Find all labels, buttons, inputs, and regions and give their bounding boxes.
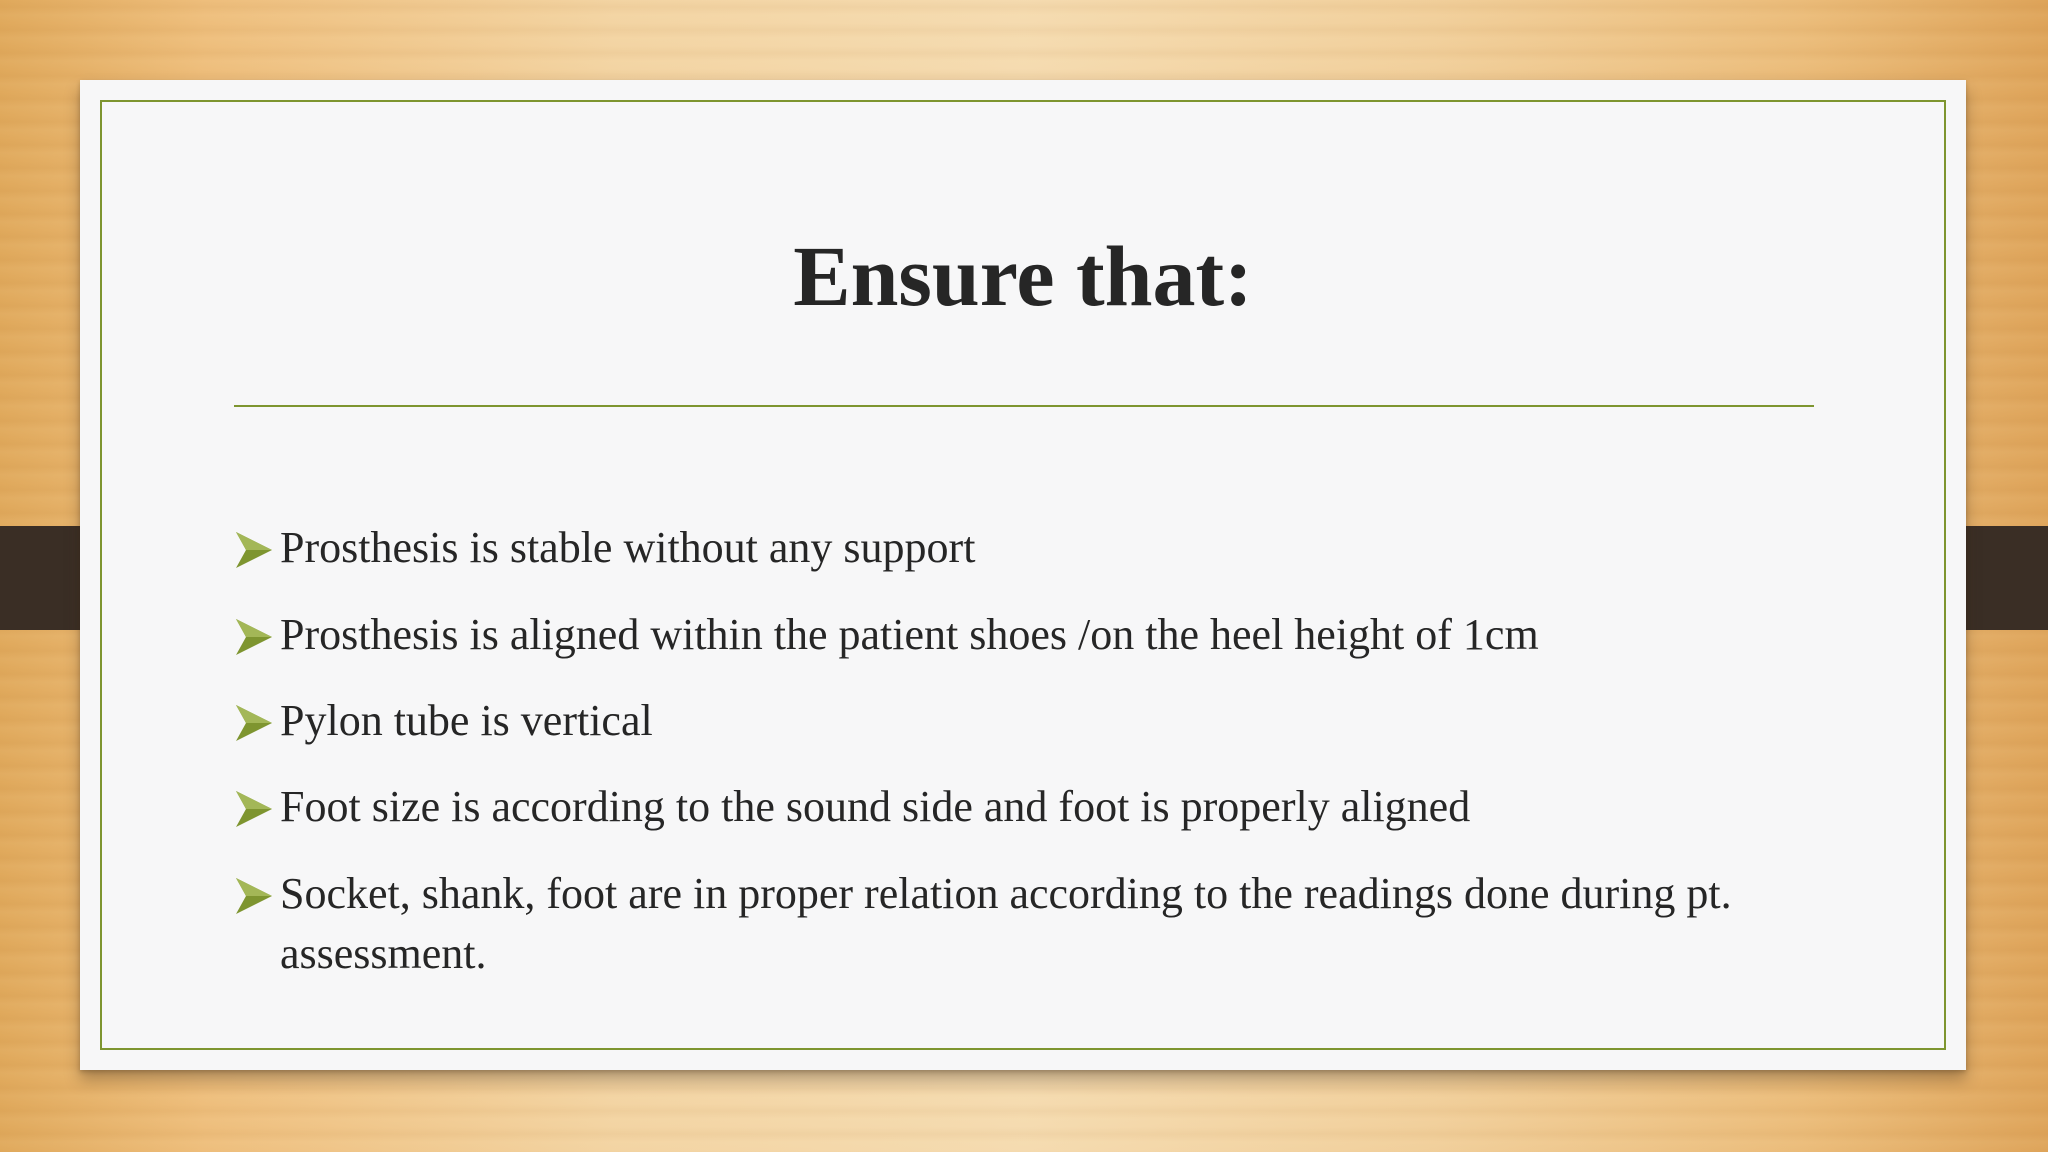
arrowhead-bullet-icon [234,789,274,829]
bullet-item [234,777,1814,837]
bullet-text: Prosthesis is aligned within the patient shoes /on the heel height of 1cm [280,610,1539,659]
bullet-text: Pylon tube is vertical [280,696,653,745]
slide [80,80,1966,1070]
bullet-text: Prosthesis is stable without any support [280,523,976,572]
arrowhead-bullet-icon [234,530,274,570]
slide-title: Ensure that: [793,228,1253,324]
title-divider [234,405,1814,407]
arrowhead-bullet-icon [234,876,274,916]
arrowhead-bullet-icon [234,617,274,657]
bullet-item [234,518,1814,578]
bullet-text: Socket, shank, foot are in proper relation according to the readings done during pt. assessment. [280,869,1732,978]
bullet-item [234,864,1814,984]
bullet-text: Foot size is according to the sound side and foot is properly aligned [280,782,1471,831]
bullet-item [234,691,1814,751]
arrowhead-bullet-icon [234,703,274,743]
bullet-item [234,605,1814,665]
